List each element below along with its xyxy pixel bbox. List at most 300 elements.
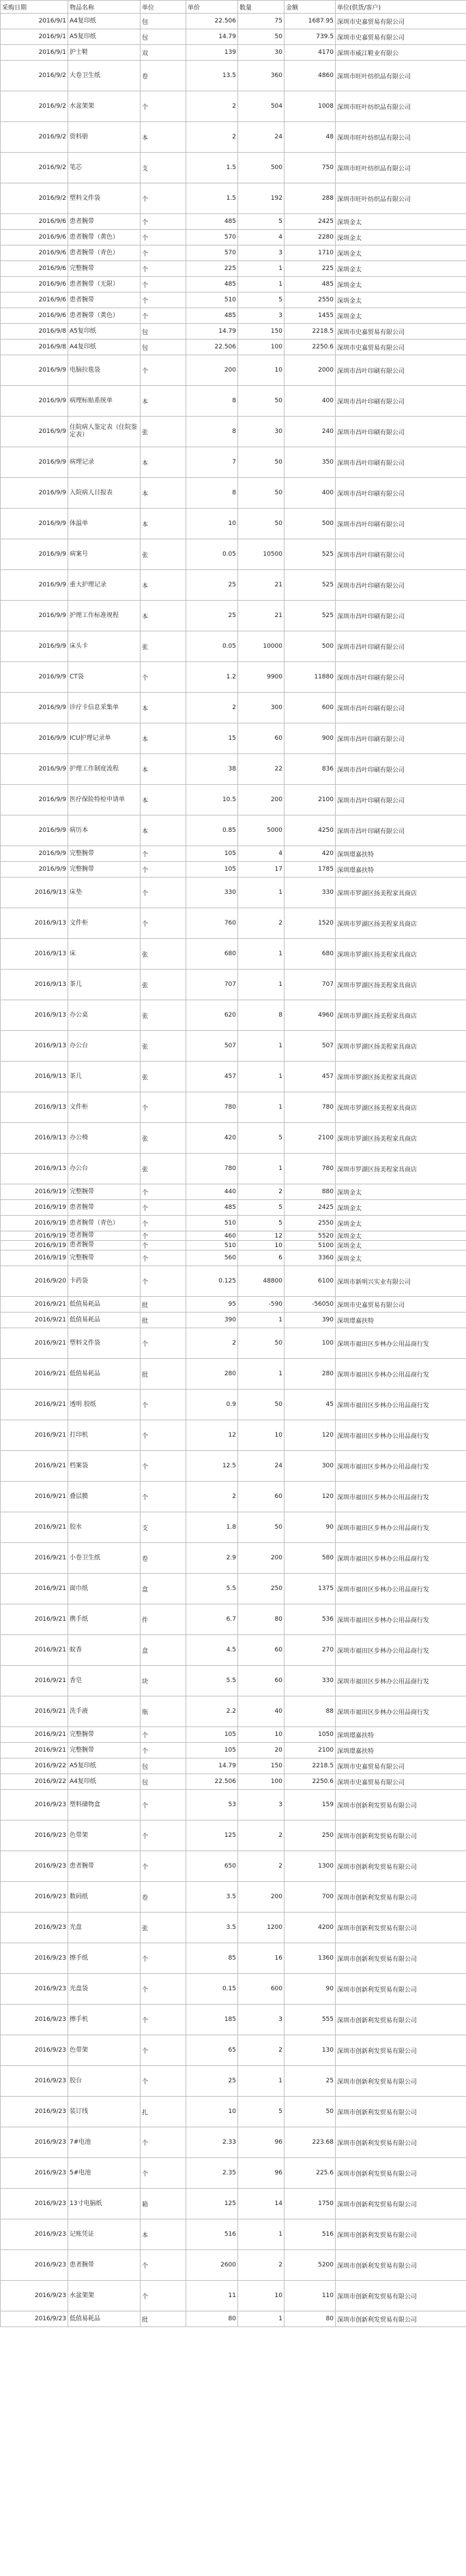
cell-amount: 240 [285,417,336,447]
cell-item-name: 重大护理记录 [68,570,141,601]
table-row [1,1635,466,1666]
cell-date: 2016/9/22 [1,1774,68,1790]
cell-quantity: 75 [238,14,285,29]
table-row [1,846,466,862]
cell-date: 2016/9/21 [1,1297,68,1313]
table-row [1,601,466,631]
cell-item-name: ICU护理记录单 [68,723,141,754]
cell-vendor: 深圳市昌叶印刷有限公司 [336,355,466,386]
cell-date: 2016/9/23 [1,2066,68,2097]
cell-vendor: 深圳市罗湖区扬美程家具商店 [336,1092,466,1123]
cell-quantity: 200 [238,785,285,815]
cell-vendor: 深圳市昌叶印刷有限公司 [336,785,466,815]
cell-date: 2016/9/23 [1,2250,68,2281]
cell-price: 390 [186,1313,238,1328]
cell-date: 2016/9/21 [1,1482,68,1512]
cell-price: 14.79 [186,29,238,45]
cell-quantity: 80 [238,1604,285,1635]
cell-unit: 个 [141,1328,186,1359]
cell-quantity: 50 [238,1390,285,1420]
cell-date: 2016/9/1 [1,14,68,29]
cell-item-name: 档案袋 [68,1451,141,1482]
cell-item-name: 装订线 [68,2097,141,2127]
cell-quantity: 22 [238,754,285,785]
cell-amount: 2550 [285,293,336,308]
cell-price: 3.5 [186,1882,238,1913]
cell-unit: 支 [141,153,186,183]
cell-date: 2016/9/9 [1,815,68,846]
cell-item-name: 茶几 [68,970,141,1000]
header-quantity: 数量 [238,1,285,14]
cell-vendor: 深圳市罗湖区扬美程家具商店 [336,1154,466,1184]
cell-vendor: 深圳市旺叶纺织品有限公司 [336,153,466,183]
cell-amount: 457 [285,1062,336,1092]
cell-amount: 2100 [285,785,336,815]
cell-quantity: 8 [238,1000,285,1031]
cell-price: 780 [186,1092,238,1123]
cell-amount: 780 [285,1092,336,1123]
cell-item-name: 擦手机 [68,2005,141,2035]
table-row [1,1062,466,1092]
cell-price: 1.5 [186,153,238,183]
cell-quantity: 4 [238,230,285,245]
cell-item-name: 电脑拉毯袋 [68,355,141,386]
cell-vendor: 深圳市昌叶印刷有限公司 [336,815,466,846]
cell-quantity: 5 [238,2097,285,2127]
cell-price: 12 [186,1420,238,1451]
cell-vendor: 深圳市昌叶印刷有限公司 [336,509,466,539]
cell-vendor: 深圳璟嘉扶特 [336,1743,466,1758]
cell-item-name: CT袋 [68,662,141,693]
cell-price: 14.79 [186,324,238,340]
cell-item-name: 卡药袋 [68,1266,141,1297]
cell-quantity: -590 [238,1297,285,1313]
cell-price: 620 [186,1000,238,1031]
cell-unit: 卷 [141,1543,186,1574]
cell-item-name: 7#电池 [68,2127,141,2158]
cell-item-name: 病理记录 [68,447,141,478]
table-row [1,2066,466,2097]
table-row [1,1774,466,1790]
cell-item-name: 13寸电脑纸 [68,2189,141,2219]
cell-quantity: 24 [238,1451,285,1482]
cell-amount: -56050 [285,1297,336,1313]
table-row [1,1696,466,1727]
cell-price: 95 [186,1297,238,1313]
cell-vendor: 深圳市创新利发贸易有限公司 [336,2219,466,2250]
cell-unit: 张 [141,939,186,970]
cell-unit: 个 [141,355,186,386]
cell-amount: 2250.6 [285,1774,336,1790]
cell-quantity: 10 [238,355,285,386]
cell-price: 125 [186,2189,238,2219]
cell-vendor: 深圳市史嘉贸易有限公司 [336,29,466,45]
cell-item-name: 水盆架架 [68,2281,141,2311]
cell-amount: 2100 [285,1123,336,1154]
cell-date: 2016/9/21 [1,1604,68,1635]
table-row [1,1313,466,1328]
cell-quantity: 2 [238,2250,285,2281]
cell-quantity: 60 [238,1635,285,1666]
cell-unit: 个 [141,1821,186,1851]
cell-date: 2016/9/2 [1,91,68,122]
cell-quantity: 14 [238,2189,285,2219]
cell-quantity: 10500 [238,539,285,570]
cell-amount: 2250.6 [285,340,336,355]
cell-price: 2 [186,91,238,122]
table-row [1,878,466,908]
cell-vendor: 深圳市罗湖区扬美程家具商店 [336,1000,466,1031]
cell-quantity: 10 [238,1420,285,1451]
cell-amount: 90 [285,1974,336,2005]
cell-date: 2016/9/9 [1,447,68,478]
cell-date: 2016/9/21 [1,1727,68,1743]
cell-item-name: 茶几 [68,1062,141,1092]
cell-price: 13.5 [186,61,238,91]
cell-item-name: 入院病人日报表 [68,478,141,509]
cell-quantity: 1 [238,1313,285,1328]
cell-vendor: 深圳市昌叶印刷有限公司 [336,662,466,693]
cell-price: 14.79 [186,1758,238,1774]
cell-item-name: 护理工作标准规程 [68,601,141,631]
header-row [1,1,466,14]
cell-amount: 1050 [285,1727,336,1743]
cell-price: 1.5 [186,183,238,214]
cell-amount: 1455 [285,308,336,324]
cell-date: 2016/9/19 [1,1216,68,1231]
cell-unit: 批 [141,1297,186,1313]
cell-vendor: 深圳市新明兴实业有限公司 [336,1266,466,1297]
cell-amount: 1375 [285,1574,336,1604]
cell-quantity: 100 [238,1774,285,1790]
cell-unit: 个 [141,1974,186,2005]
cell-quantity: 1 [238,1154,285,1184]
table-row [1,1882,466,1913]
table-row [1,1451,466,1482]
cell-vendor: 深圳市昌叶印刷有限公司 [336,447,466,478]
cell-unit: 卷 [141,61,186,91]
cell-price: 10 [186,509,238,539]
cell-date: 2016/9/21 [1,1696,68,1727]
cell-unit: 个 [141,1241,186,1250]
cell-unit: 包 [141,340,186,355]
cell-vendor: 深圳市创新利发贸易有限公司 [336,1821,466,1851]
cell-date: 2016/9/9 [1,754,68,785]
cell-vendor: 深圳市创新利发贸易有限公司 [336,1913,466,1943]
cell-date: 2016/9/2 [1,183,68,214]
cell-unit: 盒 [141,1574,186,1604]
cell-item-name: 护士鞋 [68,45,141,61]
table-row [1,293,466,308]
cell-amount: 3360 [285,1250,336,1266]
cell-vendor: 深圳金太 [336,1216,466,1231]
cell-amount: 1520 [285,908,336,939]
cell-vendor: 深圳市创新利发贸易有限公司 [336,2281,466,2311]
cell-quantity: 192 [238,183,285,214]
cell-price: 0.05 [186,539,238,570]
cell-unit: 本 [141,601,186,631]
table-row [1,970,466,1000]
cell-date: 2016/9/23 [1,2005,68,2035]
table-row [1,785,466,815]
cell-vendor: 深圳市福田区步林办公用品商行发 [336,1451,466,1482]
table-row [1,230,466,245]
cell-unit: 个 [141,277,186,293]
cell-quantity: 100 [238,340,285,355]
cell-date: 2016/9/21 [1,1328,68,1359]
table-row [1,340,466,355]
cell-item-name: 患者腕带 [68,1200,141,1216]
table-row [1,1420,466,1451]
cell-item-name: 完整腕带 [68,846,141,862]
cell-price: 0.9 [186,1390,238,1420]
cell-amount: 100 [285,1328,336,1359]
cell-date: 2016/9/13 [1,1000,68,1031]
cell-amount: 1710 [285,245,336,261]
cell-vendor: 深圳市创新利发贸易有限公司 [336,2097,466,2127]
cell-item-name: 水盆架架 [68,91,141,122]
cell-item-name: 患者腕带（黄色） [68,230,141,245]
cell-item-name: 叠层膜 [68,1482,141,1512]
cell-price: 22.506 [186,1774,238,1790]
cell-date: 2016/9/6 [1,230,68,245]
cell-price: 2 [186,122,238,153]
cell-vendor: 深圳市创新利发贸易有限公司 [336,2035,466,2066]
cell-quantity: 21 [238,570,285,601]
cell-vendor: 深圳市昌叶印刷有限公司 [336,570,466,601]
table-row [1,1154,466,1184]
cell-quantity: 10 [238,1241,285,1250]
cell-vendor: 深圳市福田区步林办公用品商行发 [336,1543,466,1574]
cell-amount: 400 [285,386,336,417]
header-vendor: 单位(供货/客户) [336,1,466,14]
table-row [1,91,466,122]
cell-unit: 本 [141,2219,186,2250]
table-row [1,2005,466,2035]
cell-amount: 1300 [285,1851,336,1882]
cell-price: 510 [186,1216,238,1231]
cell-item-name: 记账凭证 [68,2219,141,2250]
cell-date: 2016/9/6 [1,214,68,230]
table-row [1,1328,466,1359]
cell-item-name: 完整腕带 [68,1250,141,1266]
cell-date: 2016/9/19 [1,1241,68,1250]
cell-item-name: 低值易耗品 [68,1359,141,1390]
cell-item-name: 病理标贴系统单 [68,386,141,417]
cell-unit: 包 [141,324,186,340]
cell-quantity: 1 [238,2066,285,2097]
cell-item-name: 医疗保险特检申请单 [68,785,141,815]
cell-unit: 个 [141,2127,186,2158]
cell-date: 2016/9/21 [1,1666,68,1696]
cell-unit: 本 [141,693,186,723]
cell-item-name: A5复印纸 [68,1758,141,1774]
cell-item-name: 患者腕带 [68,1231,141,1241]
cell-amount: 110 [285,2281,336,2311]
cell-vendor: 深圳金太 [336,277,466,293]
cell-price: 485 [186,1200,238,1216]
table-row [1,2250,466,2281]
cell-item-name: 患者腕带 [68,214,141,230]
cell-date: 2016/9/9 [1,662,68,693]
cell-unit: 个 [141,908,186,939]
cell-vendor: 深圳市罗湖区扬美程家具商店 [336,1062,466,1092]
cell-price: 507 [186,1031,238,1062]
cell-quantity: 1200 [238,1913,285,1943]
cell-amount: 1008 [285,91,336,122]
cell-quantity: 10 [238,2281,285,2311]
cell-vendor: 深圳市创新利发贸易有限公司 [336,1851,466,1882]
cell-quantity: 500 [238,153,285,183]
header-unit: 单位 [141,1,186,14]
cell-vendor: 深圳市罗湖区扬美程家具商店 [336,908,466,939]
cell-amount: 25 [285,2066,336,2097]
cell-item-name: 胶台 [68,2066,141,2097]
cell-item-name: 色带架 [68,1821,141,1851]
cell-date: 2016/9/19 [1,1184,68,1200]
cell-date: 2016/9/23 [1,2219,68,2250]
cell-amount: 707 [285,970,336,1000]
cell-quantity: 3 [238,1790,285,1821]
cell-amount: 780 [285,1154,336,1184]
cell-date: 2016/9/21 [1,1451,68,1482]
table-row [1,939,466,970]
cell-item-name: 数码纸 [68,1882,141,1913]
cell-date: 2016/9/23 [1,2281,68,2311]
cell-unit: 个 [141,2035,186,2066]
cell-date: 2016/9/21 [1,1512,68,1543]
cell-amount: 120 [285,1482,336,1512]
cell-quantity: 3 [238,2005,285,2035]
cell-vendor: 深圳璟嘉扶特 [336,1313,466,1328]
table-row [1,122,466,153]
cell-date: 2016/9/9 [1,723,68,754]
cell-price: 2 [186,1328,238,1359]
cell-amount: 525 [285,539,336,570]
cell-date: 2016/9/2 [1,153,68,183]
cell-quantity: 200 [238,1882,285,1913]
cell-quantity: 10000 [238,631,285,662]
cell-date: 2016/9/23 [1,1913,68,1943]
cell-vendor: 深圳璟嘉扶特 [336,862,466,878]
cell-vendor: 深圳市创新利发贸易有限公司 [336,2158,466,2189]
cell-vendor: 深圳金太 [336,261,466,277]
cell-amount: 50 [285,2097,336,2127]
cell-unit: 个 [141,878,186,908]
cell-vendor: 深圳金太 [336,1241,466,1250]
cell-quantity: 60 [238,1666,285,1696]
cell-vendor: 深圳市创新利发贸易有限公司 [336,2311,466,2327]
cell-item-name: 光盘 [68,1913,141,1943]
cell-price: 8 [186,478,238,509]
cell-amount: 555 [285,2005,336,2035]
cell-amount: 750 [285,153,336,183]
cell-unit: 张 [141,631,186,662]
cell-unit: 个 [141,862,186,878]
cell-quantity: 96 [238,2158,285,2189]
cell-date: 2016/9/21 [1,1313,68,1328]
cell-amount: 5520 [285,1231,336,1241]
cell-quantity: 24 [238,122,285,153]
table-row [1,45,466,61]
cell-price: 22.506 [186,14,238,29]
cell-amount: 2280 [285,230,336,245]
cell-item-name: 床 [68,939,141,970]
table-row [1,14,466,29]
cell-unit: 盒 [141,1635,186,1666]
table-row [1,1216,466,1231]
cell-date: 2016/9/21 [1,1420,68,1451]
cell-quantity: 9900 [238,662,285,693]
cell-date: 2016/9/21 [1,1543,68,1574]
table-row [1,308,466,324]
table-row [1,723,466,754]
cell-unit: 个 [141,1231,186,1241]
cell-unit: 个 [141,91,186,122]
cell-date: 2016/9/9 [1,478,68,509]
table-row [1,1031,466,1062]
cell-item-name: 大卷卫生纸 [68,61,141,91]
cell-price: 440 [186,1184,238,1200]
cell-unit: 个 [141,1216,186,1231]
cell-item-name: 办公台 [68,1154,141,1184]
cell-unit: 张 [141,970,186,1000]
cell-vendor: 深圳市创新利发贸易有限公司 [336,2250,466,2281]
cell-vendor: 深圳市创新利发贸易有限公司 [336,1882,466,1913]
cell-amount: 700 [285,1882,336,1913]
cell-quantity: 12 [238,1231,285,1241]
table-row [1,261,466,277]
cell-date: 2016/9/21 [1,1635,68,1666]
cell-vendor: 深圳市昌叶印刷有限公司 [336,723,466,754]
table-row [1,183,466,214]
cell-quantity: 21 [238,601,285,631]
cell-unit: 本 [141,723,186,754]
cell-price: 105 [186,862,238,878]
table-row [1,2035,466,2066]
cell-unit: 批 [141,1313,186,1328]
cell-price: 2.35 [186,2158,238,2189]
cell-date: 2016/9/9 [1,386,68,417]
cell-vendor: 深圳市福田区步林办公用品商行发 [336,1390,466,1420]
cell-amount: 4860 [285,61,336,91]
cell-quantity: 1 [238,277,285,293]
cell-date: 2016/9/9 [1,631,68,662]
cell-vendor: 深圳金太 [336,1250,466,1266]
cell-quantity: 50 [238,478,285,509]
cell-price: 53 [186,1790,238,1821]
table-row [1,2219,466,2250]
cell-vendor: 深圳市昌叶印刷有限公司 [336,631,466,662]
cell-amount: 507 [285,1031,336,1062]
cell-item-name: 低值易耗品 [68,1313,141,1328]
cell-date: 2016/9/13 [1,1154,68,1184]
header-price: 单价 [186,1,238,14]
cell-amount: 5200 [285,2250,336,2281]
cell-unit: 个 [141,293,186,308]
cell-amount: 600 [285,693,336,723]
cell-price: 2.2 [186,1696,238,1727]
cell-unit: 个 [141,308,186,324]
table-row [1,1297,466,1313]
cell-quantity: 5 [238,1216,285,1231]
cell-price: 280 [186,1359,238,1390]
cell-date: 2016/9/23 [1,1882,68,1913]
cell-vendor: 深圳市昌叶印刷有限公司 [336,693,466,723]
cell-quantity: 250 [238,1574,285,1604]
cell-price: 2.33 [186,2127,238,2158]
table-row [1,815,466,846]
